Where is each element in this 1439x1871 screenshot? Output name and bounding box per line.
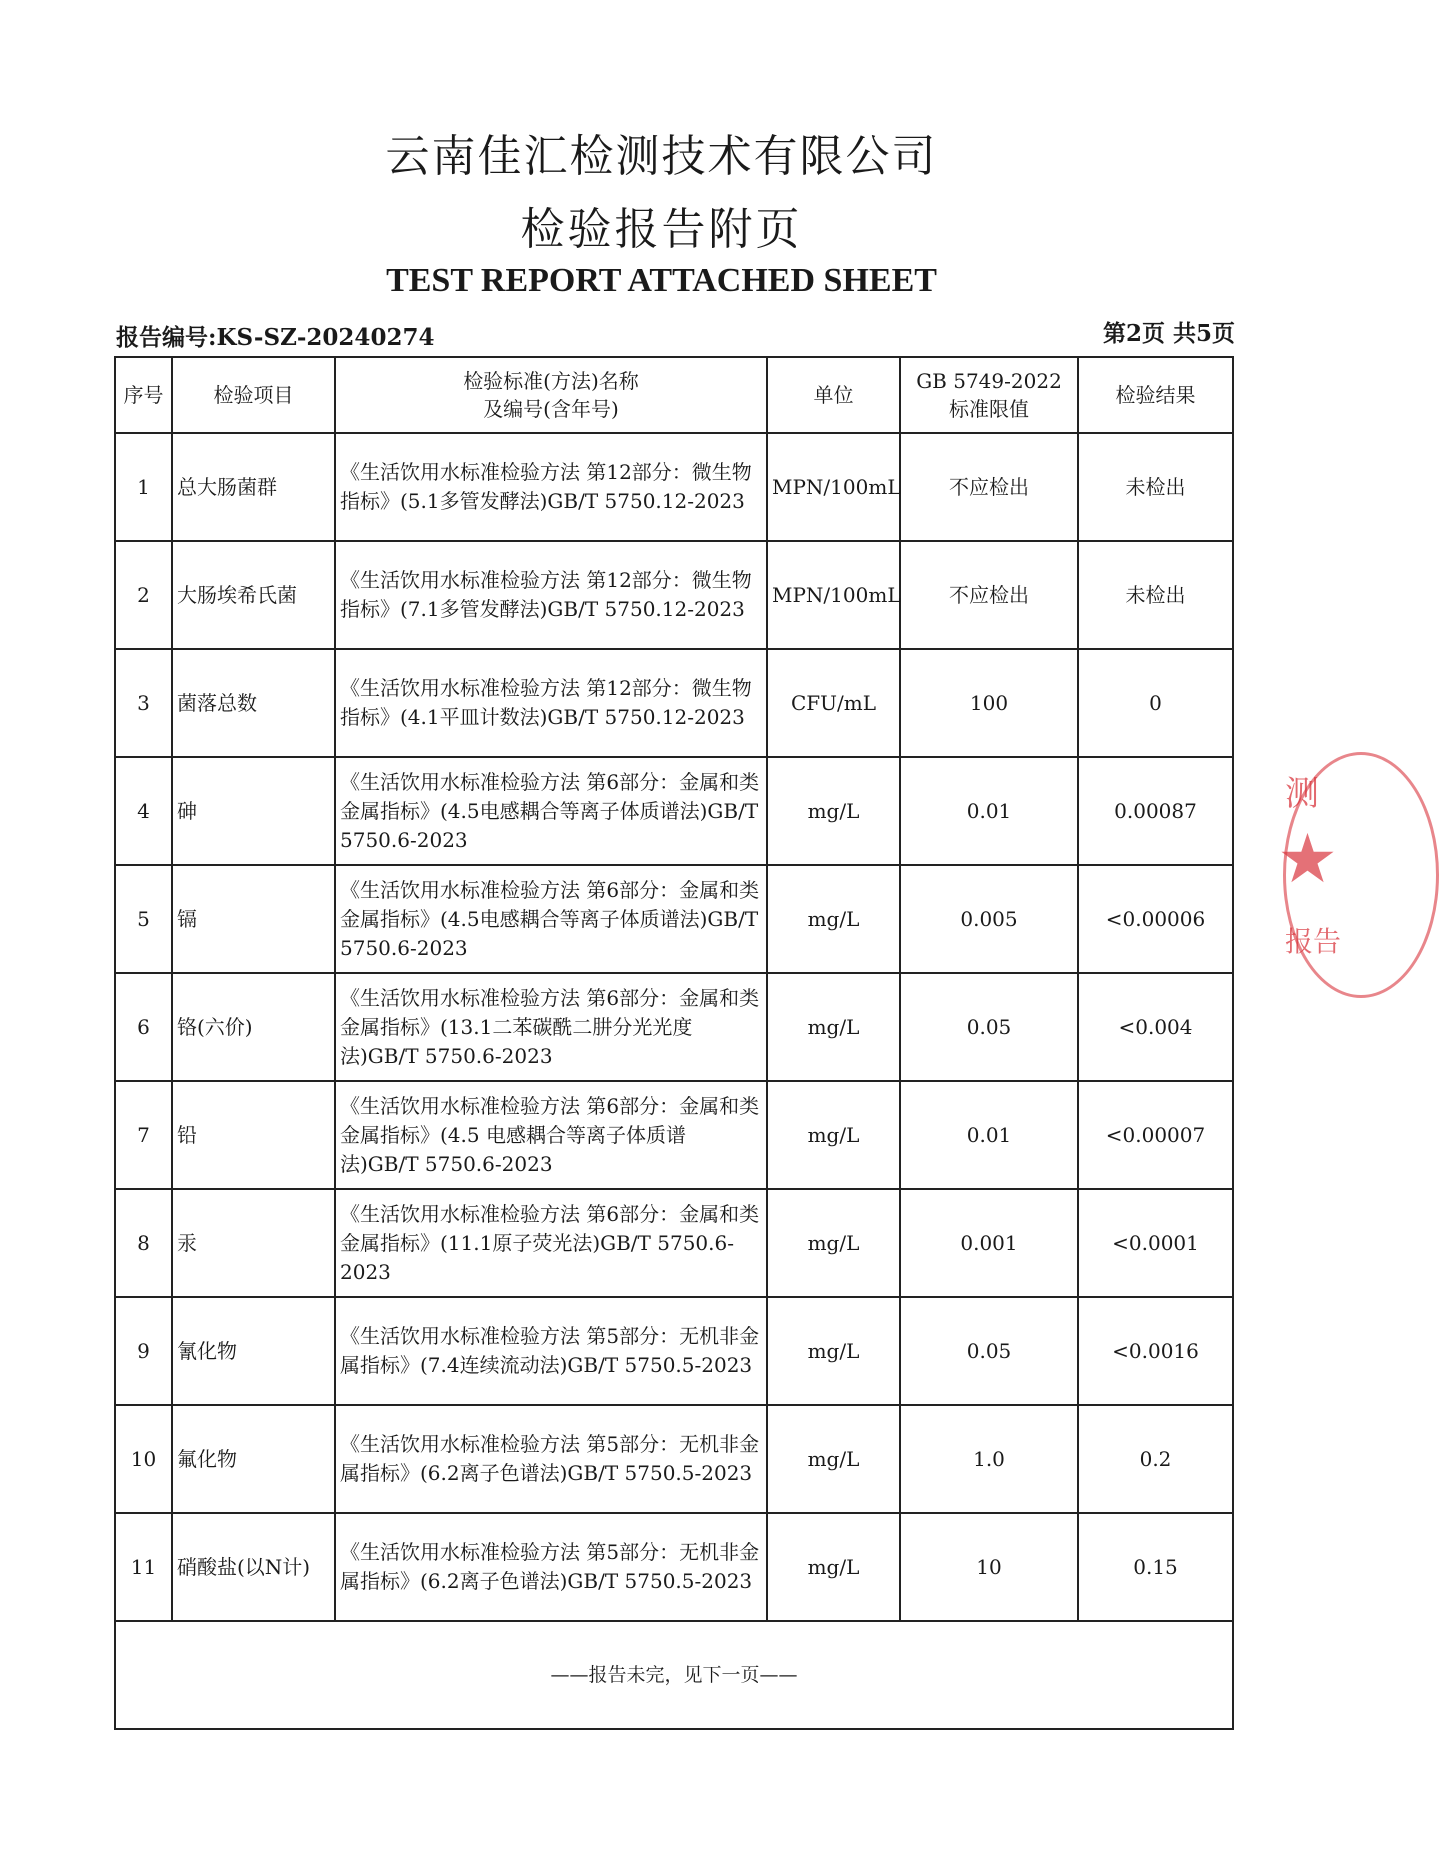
table-row bbox=[115, 757, 1233, 865]
row-method: 《生活饮用水标准检验方法 第12部分：微生物指标》(4.1平皿计数法)GB/T 5750.12-2023 bbox=[335, 649, 767, 757]
table-row bbox=[115, 541, 1233, 649]
row-unit: CFU/mL bbox=[767, 649, 900, 757]
seal-text-bottom: 报告 bbox=[1285, 925, 1342, 958]
row-unit: mg/L bbox=[767, 1189, 900, 1297]
row-unit: mg/L bbox=[767, 973, 900, 1081]
row-item: 铬(六价) bbox=[172, 973, 335, 1081]
row-method: 《生活饮用水标准检验方法 第6部分：金属和类金属指标》(4.5电感耦合等离子体质谱法)GB/T 5750.6-2023 bbox=[335, 865, 767, 973]
row-method: 《生活饮用水标准检验方法 第5部分：无机非金属指标》(6.2离子色谱法)GB/T 5750.5-2023 bbox=[335, 1405, 767, 1513]
row-seq: 3 bbox=[115, 649, 172, 757]
table-row bbox=[115, 433, 1233, 541]
row-unit: mg/L bbox=[767, 865, 900, 973]
row-limit: 10 bbox=[900, 1513, 1078, 1621]
row-limit: 不应检出 bbox=[900, 541, 1078, 649]
row-result: <0.0016 bbox=[1078, 1297, 1233, 1405]
table-header-row bbox=[115, 357, 1233, 433]
table-row bbox=[115, 1081, 1233, 1189]
row-seq: 7 bbox=[115, 1081, 172, 1189]
page-title: 检验报告附页 bbox=[520, 204, 803, 255]
row-method: 《生活饮用水标准检验方法 第6部分：金属和类金属指标》(11.1原子荧光法)GB/T 5750.6-2023 bbox=[335, 1189, 767, 1297]
row-limit: 0.05 bbox=[900, 973, 1078, 1081]
row-result: 0.15 bbox=[1078, 1513, 1233, 1621]
page-number: 第2页 共5页 bbox=[1102, 320, 1235, 347]
row-item: 菌落总数 bbox=[172, 649, 335, 757]
row-item: 汞 bbox=[172, 1189, 335, 1297]
row-seq: 9 bbox=[115, 1297, 172, 1405]
row-unit: mg/L bbox=[767, 1513, 900, 1621]
header-seq: 序号 bbox=[115, 357, 172, 433]
row-seq: 1 bbox=[115, 433, 172, 541]
row-result: 未检出 bbox=[1078, 433, 1233, 541]
row-method: 《生活饮用水标准检验方法 第6部分：金属和类金属指标》(4.5 电感耦合等离子体质谱法)GB/T 5750.6-2023 bbox=[335, 1081, 767, 1189]
row-seq: 5 bbox=[115, 865, 172, 973]
continuation-note: ——报告未完，见下一页—— bbox=[115, 1621, 1233, 1729]
row-seq: 2 bbox=[115, 541, 172, 649]
row-item: 氟化物 bbox=[172, 1405, 335, 1513]
row-method: 《生活饮用水标准检验方法 第5部分：无机非金属指标》(7.4连续流动法)GB/T 5750.5-2023 bbox=[335, 1297, 767, 1405]
row-limit: 不应检出 bbox=[900, 433, 1078, 541]
header-result: 检验结果 bbox=[1078, 357, 1233, 433]
english-title: TEST REPORT ATTACHED SHEET bbox=[386, 262, 937, 299]
row-limit: 0.01 bbox=[900, 1081, 1078, 1189]
report-number: 报告编号:KS-SZ-20240274 bbox=[116, 324, 435, 351]
header-limit-line2: 标准限值 bbox=[949, 397, 1029, 421]
table-row bbox=[115, 973, 1233, 1081]
company-name: 云南佳汇检测技术有限公司 bbox=[385, 131, 938, 182]
company-seal bbox=[1277, 752, 1343, 992]
seal-text-top: 测 bbox=[1285, 774, 1319, 814]
header-method-line2: 及编号(含年号) bbox=[483, 397, 619, 421]
row-limit: 1.0 bbox=[900, 1405, 1078, 1513]
header-item: 检验项目 bbox=[172, 357, 335, 433]
row-item: 硝酸盐(以N计) bbox=[172, 1513, 335, 1621]
row-limit: 100 bbox=[900, 649, 1078, 757]
row-method: 《生活饮用水标准检验方法 第12部分：微生物指标》(5.1多管发酵法)GB/T 5750.12-2023 bbox=[335, 433, 767, 541]
header-limit-line1: GB 5749-2022 bbox=[916, 369, 1062, 393]
row-item: 氰化物 bbox=[172, 1297, 335, 1405]
table-footer-row bbox=[115, 1621, 1233, 1729]
row-result: <0.0001 bbox=[1078, 1189, 1233, 1297]
row-unit: MPN/100mL bbox=[767, 433, 900, 541]
row-item: 镉 bbox=[172, 865, 335, 973]
row-method: 《生活饮用水标准检验方法 第6部分：金属和类金属指标》(13.1二苯碳酰二肼分光光度法)GB/T 5750.6-2023 bbox=[335, 973, 767, 1081]
row-result: <0.00007 bbox=[1078, 1081, 1233, 1189]
row-limit: 0.005 bbox=[900, 865, 1078, 973]
row-method: 《生活饮用水标准检验方法 第6部分：金属和类金属指标》(4.5电感耦合等离子体质谱法)GB/T 5750.6-2023 bbox=[335, 757, 767, 865]
row-seq: 6 bbox=[115, 973, 172, 1081]
row-unit: mg/L bbox=[767, 1405, 900, 1513]
row-limit: 0.05 bbox=[900, 1297, 1078, 1405]
row-item: 总大肠菌群 bbox=[172, 433, 335, 541]
row-seq: 4 bbox=[115, 757, 172, 865]
row-result: <0.004 bbox=[1078, 973, 1233, 1081]
row-result: 未检出 bbox=[1078, 541, 1233, 649]
header-limit bbox=[900, 357, 1078, 433]
row-limit: 0.01 bbox=[900, 757, 1078, 865]
row-item: 铅 bbox=[172, 1081, 335, 1189]
row-method: 《生活饮用水标准检验方法 第5部分：无机非金属指标》(6.2离子色谱法)GB/T 5750.5-2023 bbox=[335, 1513, 767, 1621]
row-unit: mg/L bbox=[767, 757, 900, 865]
row-unit: MPN/100mL bbox=[767, 541, 900, 649]
table-row bbox=[115, 1189, 1233, 1297]
row-item: 砷 bbox=[172, 757, 335, 865]
row-seq: 10 bbox=[115, 1405, 172, 1513]
table-row bbox=[115, 649, 1233, 757]
row-item: 大肠埃希氏菌 bbox=[172, 541, 335, 649]
row-seq: 8 bbox=[115, 1189, 172, 1297]
header-unit: 单位 bbox=[767, 357, 900, 433]
row-result: <0.00006 bbox=[1078, 865, 1233, 973]
row-method: 《生活饮用水标准检验方法 第12部分：微生物指标》(7.1多管发酵法)GB/T 5750.12-2023 bbox=[335, 541, 767, 649]
row-unit: mg/L bbox=[767, 1081, 900, 1189]
row-unit: mg/L bbox=[767, 1297, 900, 1405]
table-row bbox=[115, 865, 1233, 973]
row-result: 0.2 bbox=[1078, 1405, 1233, 1513]
test-results-table bbox=[114, 356, 1234, 1730]
seal-star-icon: ★ bbox=[1277, 820, 1338, 899]
table-row bbox=[115, 1405, 1233, 1513]
row-result: 0 bbox=[1078, 649, 1233, 757]
table-row bbox=[115, 1297, 1233, 1405]
table-row bbox=[115, 1513, 1233, 1621]
header-method bbox=[335, 357, 767, 433]
row-seq: 11 bbox=[115, 1513, 172, 1621]
row-limit: 0.001 bbox=[900, 1189, 1078, 1297]
row-result: 0.00087 bbox=[1078, 757, 1233, 865]
header-method-line1: 检验标准(方法)名称 bbox=[463, 369, 639, 393]
